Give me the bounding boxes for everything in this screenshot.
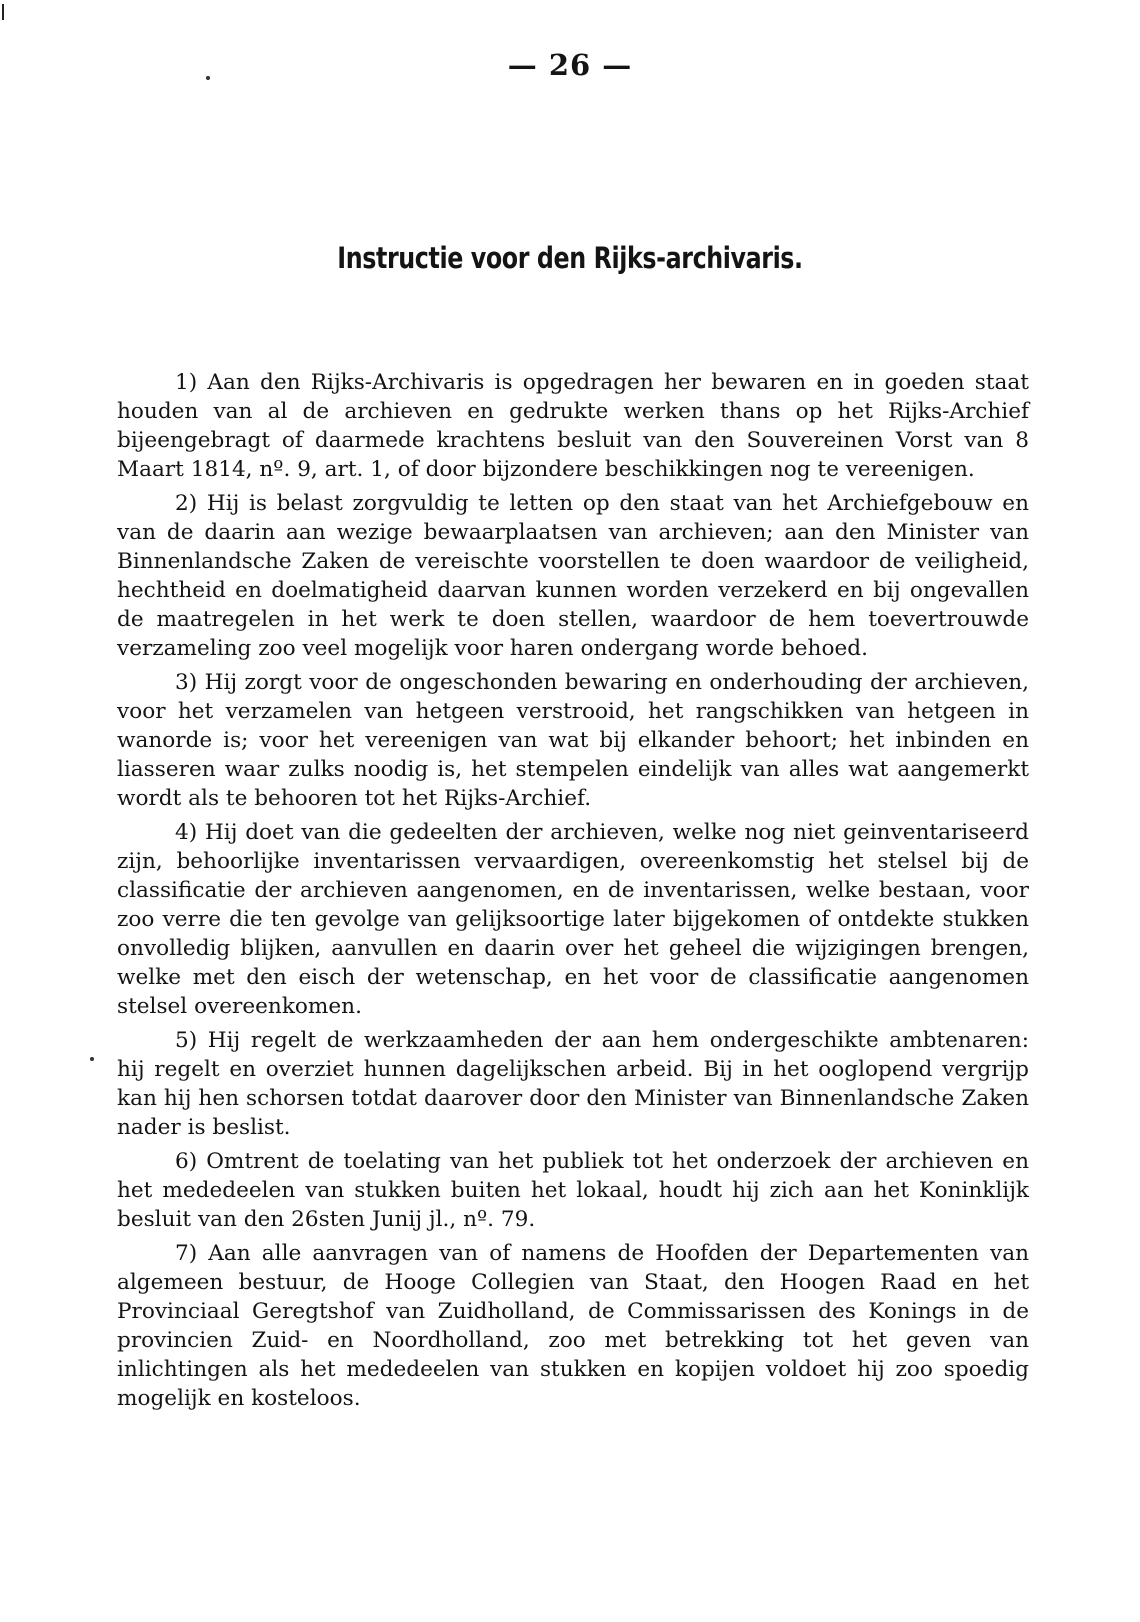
article-5: 5) Hij regelt de werkzaamheden der aan hem ondergeschikte ambtenaren: hij regelt en overziet hunnen dagelijkschen arbeid. Bij in het ooglopend vergrijp kan hij hen schorsen totdat daarover door den Minister van Binnenlandsche Zaken nader is beslist. xyxy=(117,1028,1029,1140)
scan-speck xyxy=(90,1057,94,1061)
page-title: Instructie voor den Rijks-archivaris. xyxy=(337,241,803,276)
article-2: 2) Hij is belast zorgvuldig te letten op den staat van het Archiefgebouw en van de daarin aan wezige bewaarplaatsen van archieven; aan den Minister van Binnenlandsche Zaken de vereischte voorstellen te doen waardoor de veiligheid, hechtheid en doelmatigheid daarvan kunnen worden verzekerd en bij ongevallen de maatregelen in het werk te doen stellen, waardoor de hem toevertrouwde verzameling zoo veel mogelijk voor haren ondergang worde behoed. xyxy=(117,491,1029,661)
article-1: 1) Aan den Rijks-Archivaris is opgedragen her bewaren en in goeden staat houden van al de archieven en gedrukte werken thans op het Rijks-Archief bijeengebragt of daarmede krachtens besluit van den Souvereinen Vorst van 8 Maart 1814, nº. 9, art. 1, of door bijzondere beschikkingen nog te vereenigen. xyxy=(117,370,1029,482)
page-number: — 26 — xyxy=(507,48,633,82)
document-body xyxy=(117,368,1029,1418)
article-7: 7) Aan alle aanvragen van of namens de Hoofden der Departementen van algemeen bestuur, de Hooge Collegien van Staat, den Hoogen Raad en het Provinciaal Geregtshof van Zuidholland, de Commissarissen des Konings in de provincien Zuid- en Noordholland, zoo met betrekking tot het geven van inlichtingen als het mededeelen van stukken en kopijen voldoet hij zoo spoedig mogelijk en kosteloos. xyxy=(117,1241,1029,1411)
scan-edge-mark xyxy=(2,4,4,20)
article-6: 6) Omtrent de toelating van het publiek tot het onderzoek der archieven en het mededeelen van stukken buiten het lokaal, houdt hij zich aan het Koninklijk besluit van den 26sten Junij jl., nº. 79. xyxy=(117,1149,1029,1232)
article-4: 4) Hij doet van die gedeelten der archieven, welke nog niet geinventariseerd zijn, behoorlijke inventarissen vervaardigen, overeenkomstig het stelsel bij de classificatie der archieven aangenomen, en de inventarissen, welke bestaan, voor zoo verre die ten gevolge van gelijksoortige later bijgekomen of ontdekte stukken onvolledig blijken, aanvullen en daarin over het geheel die wijzigingen brengen, welke met den eisch der wetenschap, en het voor de classificatie aangenomen stelsel overeenkomen. xyxy=(117,820,1029,1019)
article-3: 3) Hij zorgt voor de ongeschonden bewaring en onderhouding der archieven, voor het verzamelen van hetgeen verstrooid, het rangschikken van hetgeen in wanorde is; voor het vereenigen van wat bij elkander behoort; het inbinden en liasseren waar zulks noodig is, het stempelen eindelijk van alles wat aangemerkt wordt als te behooren tot het Rijks-Archief. xyxy=(117,670,1029,811)
